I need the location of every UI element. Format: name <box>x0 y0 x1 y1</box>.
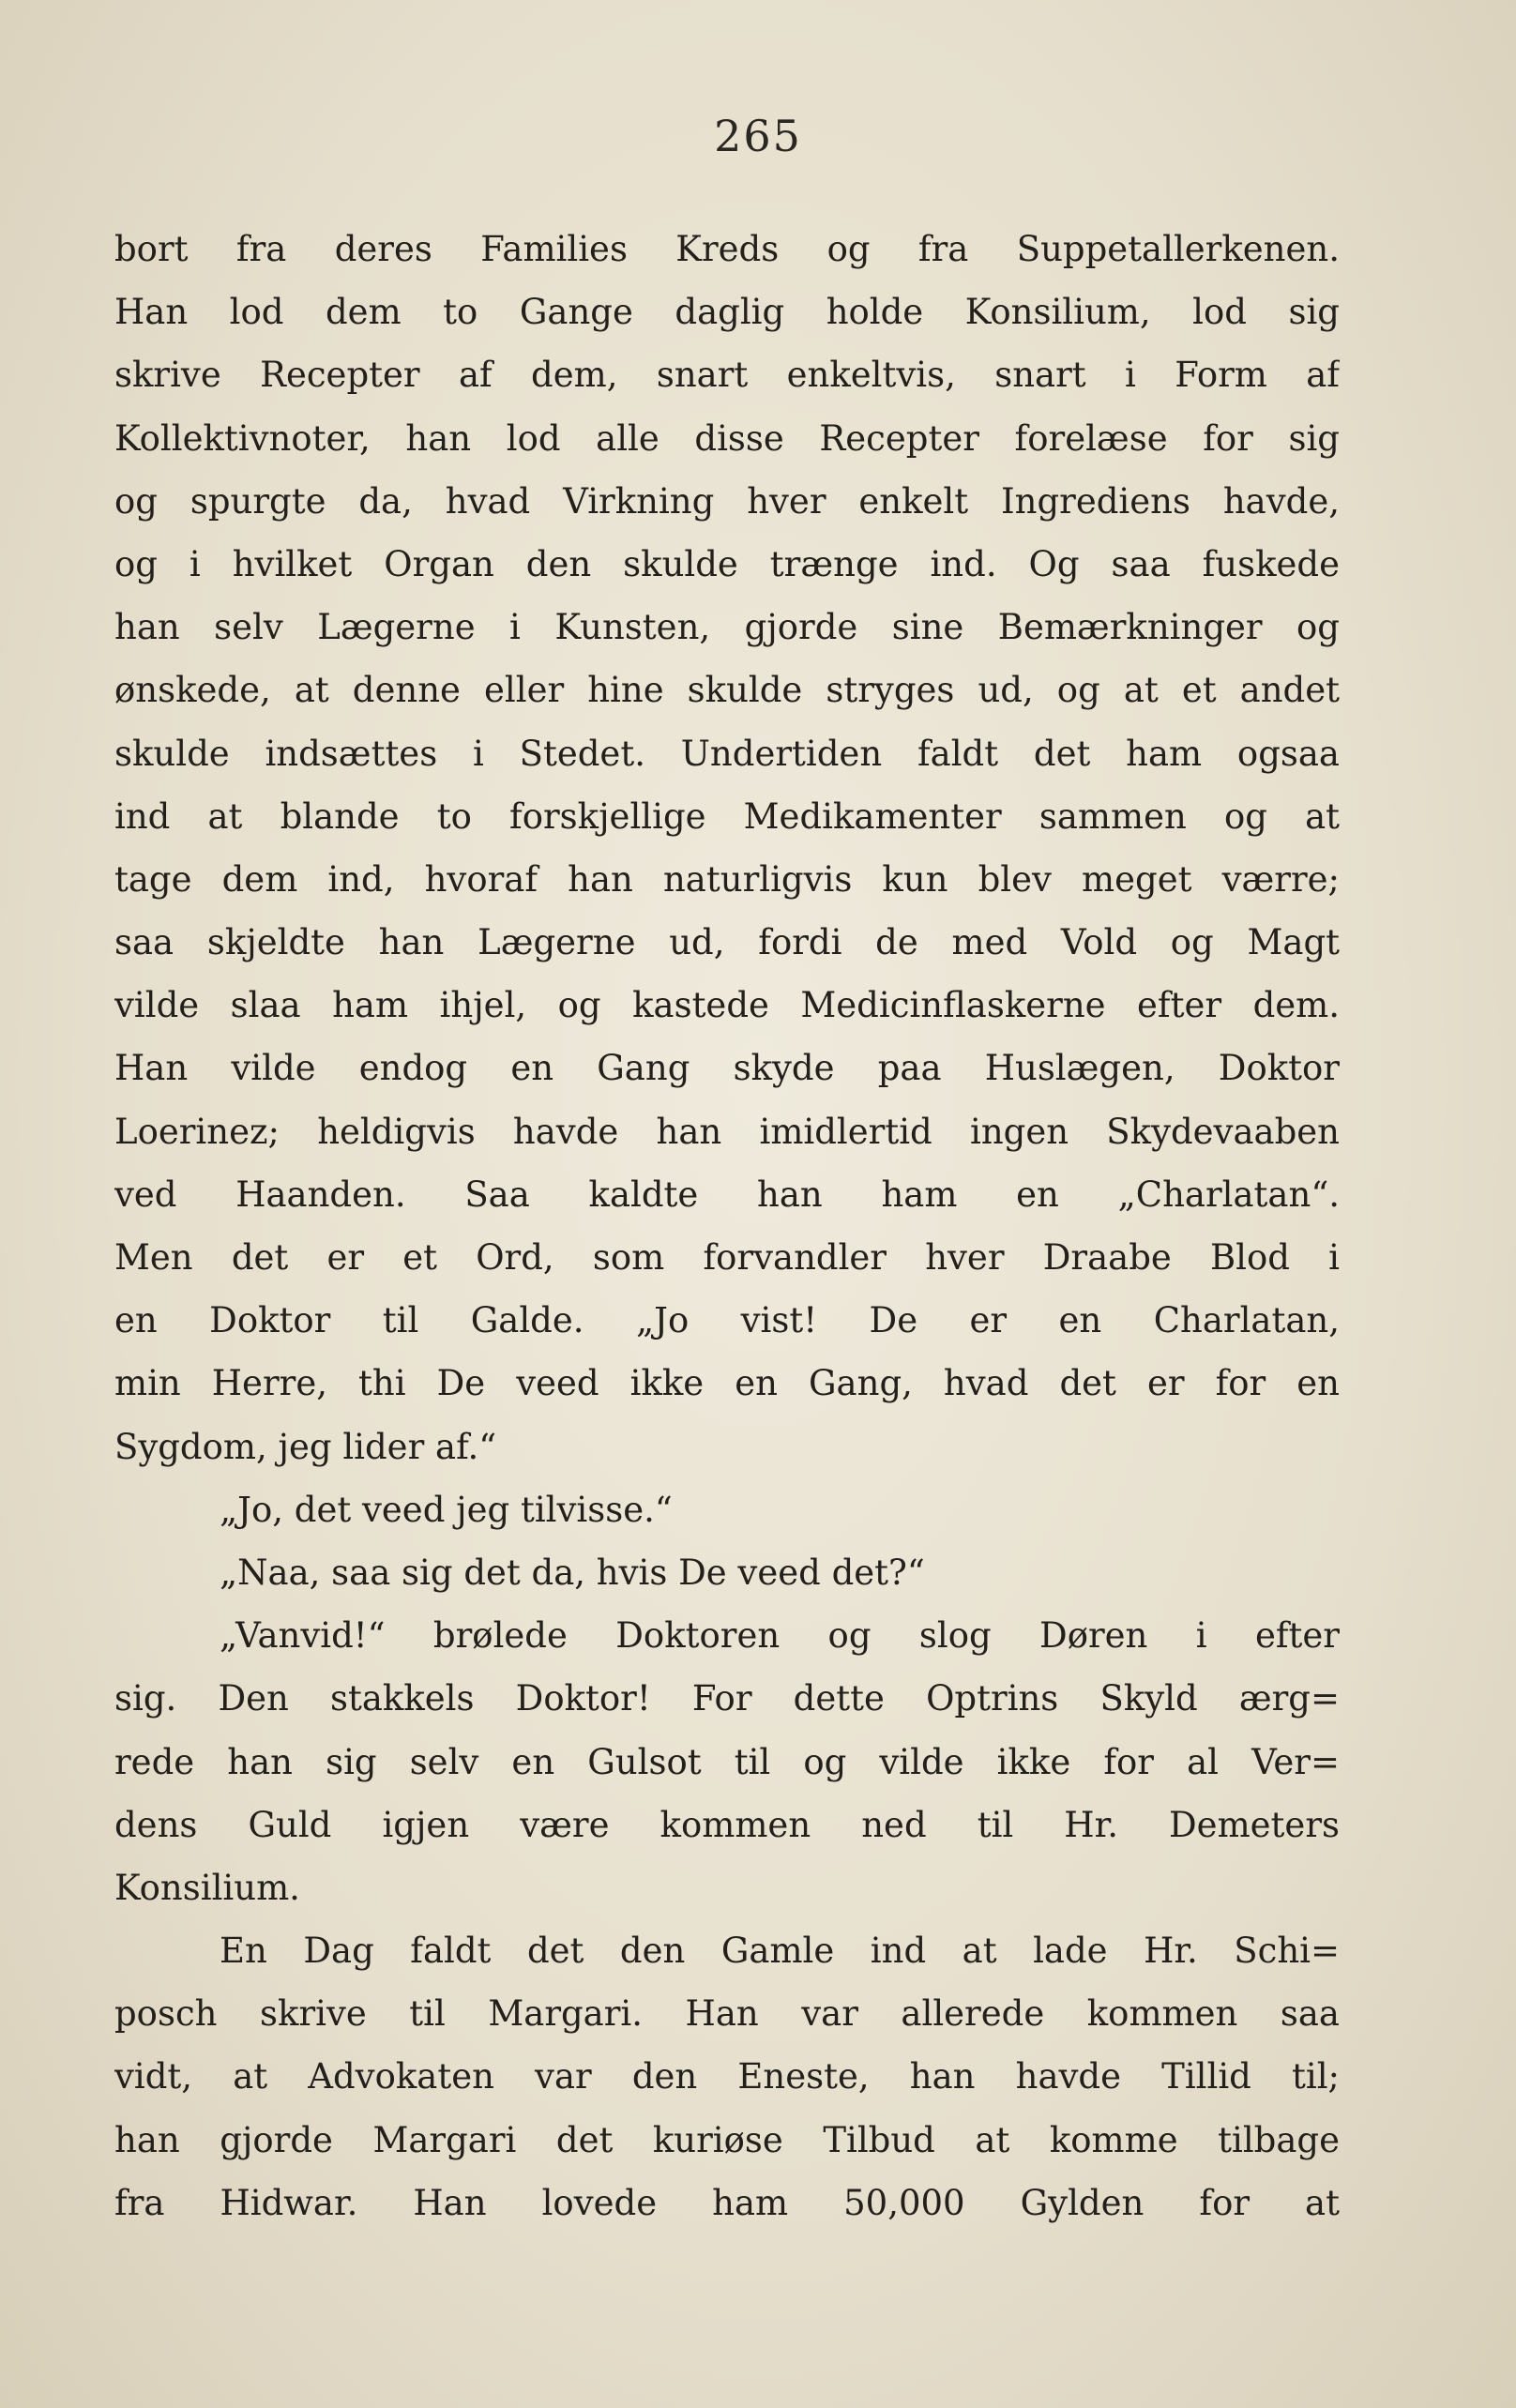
text-line: og spurgte da, hvad Virkning hver enkelt Ingrediens havde, <box>114 480 1340 522</box>
text-line: en Doktor til Galde. „Jo vist! De er en Charlatan, <box>114 1300 1340 1341</box>
text-line: Konsilium. <box>114 1867 300 1908</box>
text-line: vilde slaa ham ihjel, og kastede Medicinflaskerne efter dem. <box>114 985 1340 1026</box>
text-line: fra Hidwar. Han lovede ham 50,000 Gylden for at <box>114 2182 1340 2223</box>
text-line: „Vanvid!“ brølede Doktoren og slog Døren i efter <box>220 1615 1340 1657</box>
text-line: og i hvilket Organ den skulde trænge ind. Og saa fuskede <box>114 543 1340 584</box>
page-number: 265 <box>714 111 802 161</box>
text-line: vidt, at Advokaten var den Eneste, han havde Tillid til; <box>114 2056 1340 2098</box>
text-line: skrive Recepter af dem, snart enkeltvis, snart i Form af <box>114 355 1340 396</box>
text-line: ønskede, at denne eller hine skulde stryges ud, og at et andet <box>114 670 1340 711</box>
text-line: min Herre, thi De veed ikke en Gang, hvad det er for en <box>114 1363 1340 1404</box>
text-line: ind at blande to forskjellige Medikamenter sammen og at <box>114 795 1340 837</box>
text-line: Sygdom, jeg lider af.“ <box>114 1426 497 1467</box>
text-line: Loerinez; heldigvis havde han imidlertid ingen Skydevaaben <box>114 1111 1340 1152</box>
text-line: dens Guld igjen være kommen ned til Hr. Demeters <box>114 1804 1340 1845</box>
text-line: skulde indsættes i Stedet. Undertiden faldt det ham ogsaa <box>114 733 1340 774</box>
text-line: Han vilde endog en Gang skyde paa Huslægen, Doktor <box>114 1048 1340 1089</box>
text-line: Han lod dem to Gange daglig holde Konsilium, lod sig <box>114 292 1340 333</box>
text-line: posch skrive til Margari. Han var allerede kommen saa <box>114 1993 1340 2035</box>
text-line: han gjorde Margari det kuriøse Tilbud at komme tilbage <box>114 2119 1340 2160</box>
text-line: tage dem ind, hvoraf han naturligvis kun blev meget værre; <box>114 858 1340 900</box>
text-line: sig. Den stakkels Doktor! For dette Optrins Skyld ærg= <box>114 1678 1340 1719</box>
body-text <box>114 218 1340 2234</box>
text-line: Men det er et Ord, som forvandler hver Draabe Blod i <box>114 1237 1340 1278</box>
text-line: Kollektivnoter, han lod alle disse Recepter forelæse for sig <box>114 417 1340 459</box>
text-line: En Dag faldt det den Gamle ind at lade Hr. Schi= <box>220 1931 1340 1972</box>
text-line: „Naa, saa sig det da, hvis De veed det?“ <box>220 1552 925 1593</box>
text-line: saa skjeldte han Lægerne ud, fordi de med Vold og Magt <box>114 922 1340 963</box>
text-line: „Jo, det veed jeg tilvisse.“ <box>220 1489 673 1530</box>
text-line: bort fra deres Families Kreds og fra Suppetallerkenen. <box>114 229 1340 269</box>
text-line: rede han sig selv en Gulsot til og vilde ikke for al Ver= <box>114 1741 1340 1782</box>
text-line: ved Haanden. Saa kaldte han ham en „Charlatan“. <box>114 1174 1340 1215</box>
text-line: han selv Lægerne i Kunsten, gjorde sine Bemærkninger og <box>114 607 1340 648</box>
